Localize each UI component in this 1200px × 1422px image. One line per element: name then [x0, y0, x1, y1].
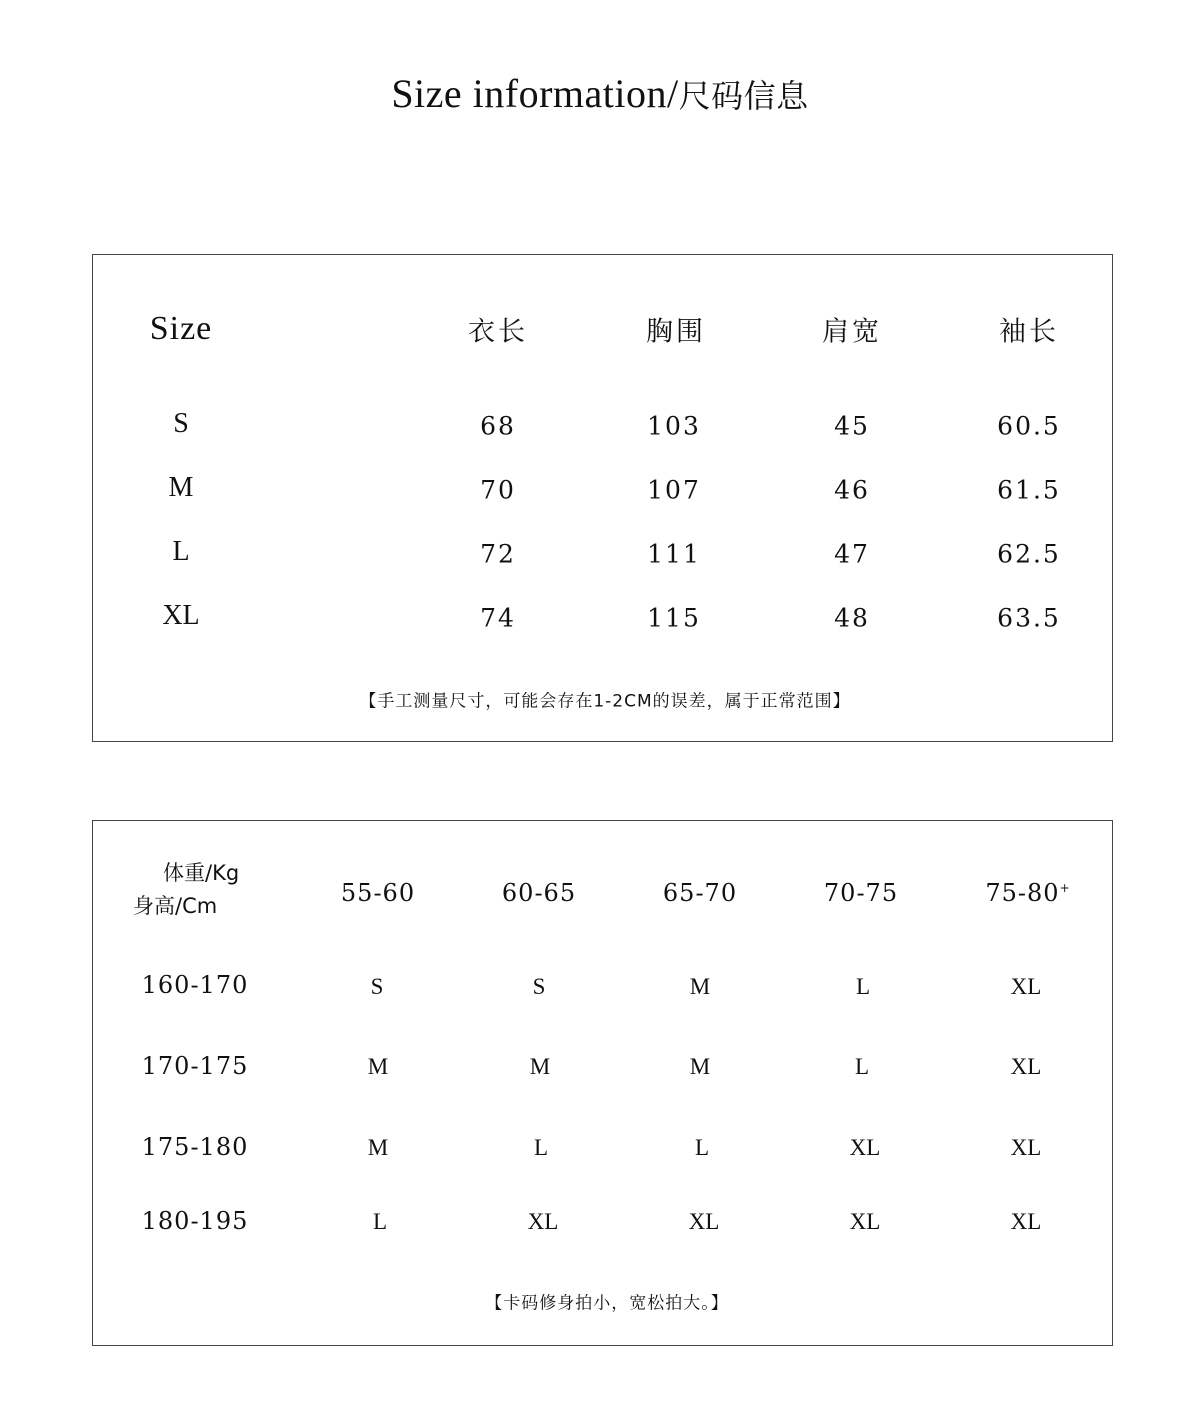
table-cell: 115 — [647, 603, 701, 633]
table-cell: XL — [1010, 974, 1042, 999]
fit-note: 【卡码修身拍小，宽松拍大。】 — [485, 1293, 729, 1314]
weight-header: 75-80+ — [985, 879, 1071, 907]
title-en: Size information — [391, 71, 668, 116]
table-cell: M — [168, 472, 194, 503]
table-cell: XL — [1010, 1135, 1042, 1160]
corner-weight-label: 体重/Kg — [163, 861, 240, 885]
table-cell: 68 — [480, 411, 516, 441]
table-cell: 103 — [647, 411, 701, 441]
measurement-note: 【手工测量尺寸，可能会存在1-2CM的误差，属于正常范围】 — [359, 691, 851, 712]
corner-header — [133, 857, 239, 923]
table-cell: S — [370, 974, 384, 999]
table-cell: XL — [849, 1135, 881, 1160]
table-cell: M — [689, 974, 711, 999]
title-cn: 尺码信息 — [678, 77, 809, 115]
table-cell: 60.5 — [997, 411, 1061, 441]
table-cell: M — [367, 1135, 389, 1160]
table-cell: L — [855, 974, 871, 999]
header-sleeve: 袖长 — [999, 316, 1059, 348]
corner-height-label: 身高/Cm — [133, 894, 218, 918]
weight-header: 70-75 — [823, 879, 899, 907]
table-cell: 63.5 — [997, 603, 1061, 633]
title-separator: / — [667, 71, 679, 116]
height-header: 170-175 — [141, 1052, 249, 1080]
weight-header: 55-60 — [340, 879, 416, 907]
table-cell: 62.5 — [997, 539, 1061, 569]
table-cell: M — [367, 1054, 389, 1079]
header-shoulder: 肩宽 — [822, 316, 882, 348]
size-measurement-table — [92, 254, 1113, 742]
header-length: 衣长 — [468, 316, 528, 348]
table-cell: L — [172, 536, 190, 567]
table-cell: M — [689, 1054, 711, 1079]
table-cell: M — [529, 1054, 551, 1079]
table-cell: 45 — [834, 411, 870, 441]
table-cell: XL — [849, 1209, 881, 1234]
table-cell: L — [533, 1135, 549, 1160]
table-cell: 74 — [480, 603, 516, 633]
table-cell: XL — [1010, 1209, 1042, 1234]
height-header: 175-180 — [141, 1133, 249, 1161]
table-cell: S — [532, 974, 546, 999]
height-header: 160-170 — [141, 971, 249, 999]
table-cell: XL — [1010, 1054, 1042, 1079]
table-cell: L — [854, 1054, 870, 1079]
table-cell: 72 — [480, 539, 516, 569]
header-chest: 胸围 — [646, 316, 706, 348]
weight-header: 65-70 — [662, 879, 738, 907]
table-cell: 48 — [834, 603, 870, 633]
table-cell: XL — [688, 1209, 720, 1234]
table-cell: XL — [162, 600, 200, 631]
fit-recommendation-table — [92, 820, 1113, 1346]
table-cell: L — [694, 1135, 710, 1160]
table-cell: 61.5 — [997, 475, 1061, 505]
table-cell: 46 — [834, 475, 870, 505]
table-cell: 70 — [480, 475, 516, 505]
table-cell: 111 — [647, 539, 701, 569]
table-cell: 47 — [834, 539, 870, 569]
table-cell: L — [372, 1209, 388, 1234]
table-cell: XL — [527, 1209, 559, 1234]
table-cell: S — [173, 408, 189, 439]
table-cell: 107 — [647, 475, 701, 505]
header-size: Size — [149, 310, 213, 347]
weight-header: 60-65 — [501, 879, 577, 907]
height-header: 180-195 — [141, 1207, 249, 1235]
page-title — [0, 70, 1200, 117]
plus-suffix: + — [1059, 881, 1071, 895]
